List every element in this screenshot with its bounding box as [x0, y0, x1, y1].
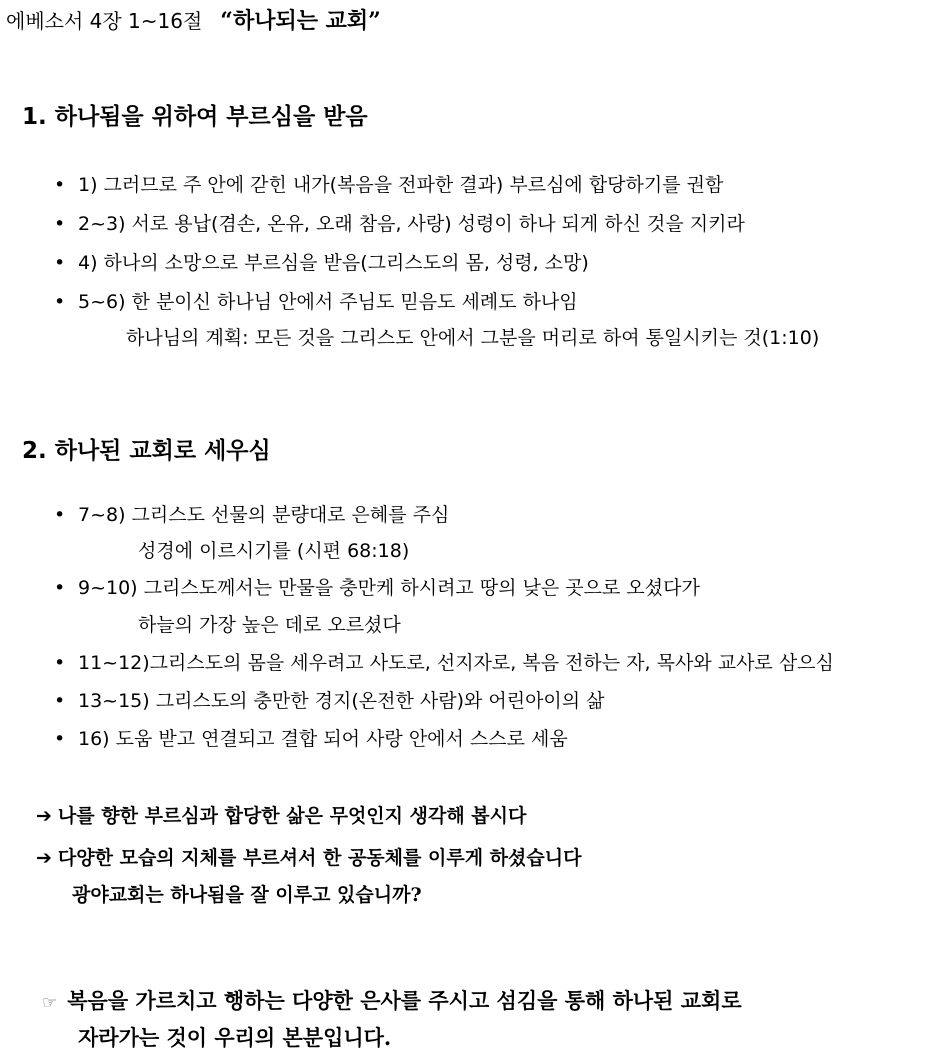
pointing-hand-icon: ☞ — [42, 993, 58, 1013]
section2-item-3-text: 11~12)그리스도의 몸을 세우려고 사도로, 선지자로, 복음 전하는 자, 목사와 교사로 삼으심 — [78, 652, 834, 674]
section2-item-2-text: 9~10) 그리스도께서는 만물을 충만케 하시려고 땅의 낮은 곳으로 오셨다가 — [78, 577, 700, 599]
section2-heading: 2. 하나된 교회로 세우심 — [22, 438, 271, 464]
application-line-2-continuation: 광야교회는 하나됨을 잘 이루고 있습니까? — [72, 884, 422, 906]
arrow-right-icon: ➔ — [36, 847, 52, 869]
conclusion-line-1 — [42, 985, 742, 1015]
section2-item-1 — [54, 500, 449, 527]
sermon-theme: “하나되는 교회” — [220, 8, 381, 34]
bullet-icon: • — [54, 690, 66, 712]
section2-item-2-continuation: 하늘의 가장 높은 데로 오르셨다 — [138, 614, 401, 636]
section1-item-4 — [54, 287, 578, 314]
section1-heading: 1. 하나됨을 위하여 부르심을 받음 — [22, 104, 368, 130]
section2-item-4-text: 13~15) 그리스도의 충만한 경지(온전한 사람)와 어린아이의 삶 — [78, 690, 605, 712]
bullet-icon: • — [54, 504, 66, 526]
bullet-icon: • — [54, 652, 66, 674]
section2-item-2 — [54, 573, 700, 600]
section1-item-2 — [54, 209, 745, 236]
bullet-icon: • — [54, 213, 66, 235]
document-title — [6, 4, 381, 35]
section1-item-4-text: 5~6) 한 분이신 하나님 안에서 주님도 믿음도 세례도 하나임 — [78, 291, 578, 313]
section1-item-2-text: 2~3) 서로 용납(겸손, 온유, 오래 참음, 사랑) 성령이 하나 되게 하신 것을 지키라 — [78, 213, 745, 235]
application-line-1-text: 나를 향한 부르심과 합당한 삶은 무엇인지 생각해 봅시다 — [57, 805, 527, 827]
section1-item-3 — [54, 248, 589, 275]
section2-item-3 — [54, 648, 834, 675]
section1-item-1 — [54, 170, 723, 197]
section1-item-4-continuation: 하나님의 계획: 모든 것을 그리스도 안에서 그분을 머리로 하여 통일시키는 것(1:10) — [126, 327, 820, 349]
application-line-1 — [36, 801, 526, 828]
conclusion-line-1-text: 복음을 가르치고 행하는 다양한 은사를 주시고 섬김을 통해 하나된 교회로 — [67, 988, 742, 1013]
section1-item-3-text: 4) 하나의 소망으로 부르심을 받음(그리스도의 몸, 성령, 소망) — [78, 252, 589, 274]
section2-item-1-text: 7~8) 그리스도 선물의 분량대로 은혜를 주심 — [78, 504, 450, 526]
scripture-reference: 에베소서 4장 1~16절 — [6, 9, 203, 33]
section2-item-5 — [54, 724, 568, 751]
bullet-icon: • — [54, 291, 66, 313]
application-line-2 — [36, 843, 581, 870]
bullet-icon: • — [54, 728, 66, 750]
bullet-icon: • — [54, 174, 66, 196]
bullet-icon: • — [54, 577, 66, 599]
bullet-icon: • — [54, 252, 66, 274]
arrow-right-icon: ➔ — [36, 805, 52, 827]
section2-item-5-text: 16) 도움 받고 연결되고 결합 되어 사랑 안에서 스스로 세움 — [78, 728, 568, 750]
section2-item-1-continuation: 성경에 이르시기를 (시편 68:18) — [138, 540, 410, 562]
section1-item-1-text: 1) 그러므로 주 안에 갇힌 내가(복음을 전파한 결과) 부르심에 합당하기를 권함 — [78, 174, 724, 196]
conclusion-line-2: 자라가는 것이 우리의 본분입니다. — [78, 1025, 392, 1050]
section2-item-4 — [54, 686, 605, 713]
application-line-2-text: 다양한 모습의 지체를 부르셔서 한 공동체를 이루게 하셨습니다 — [57, 847, 582, 869]
